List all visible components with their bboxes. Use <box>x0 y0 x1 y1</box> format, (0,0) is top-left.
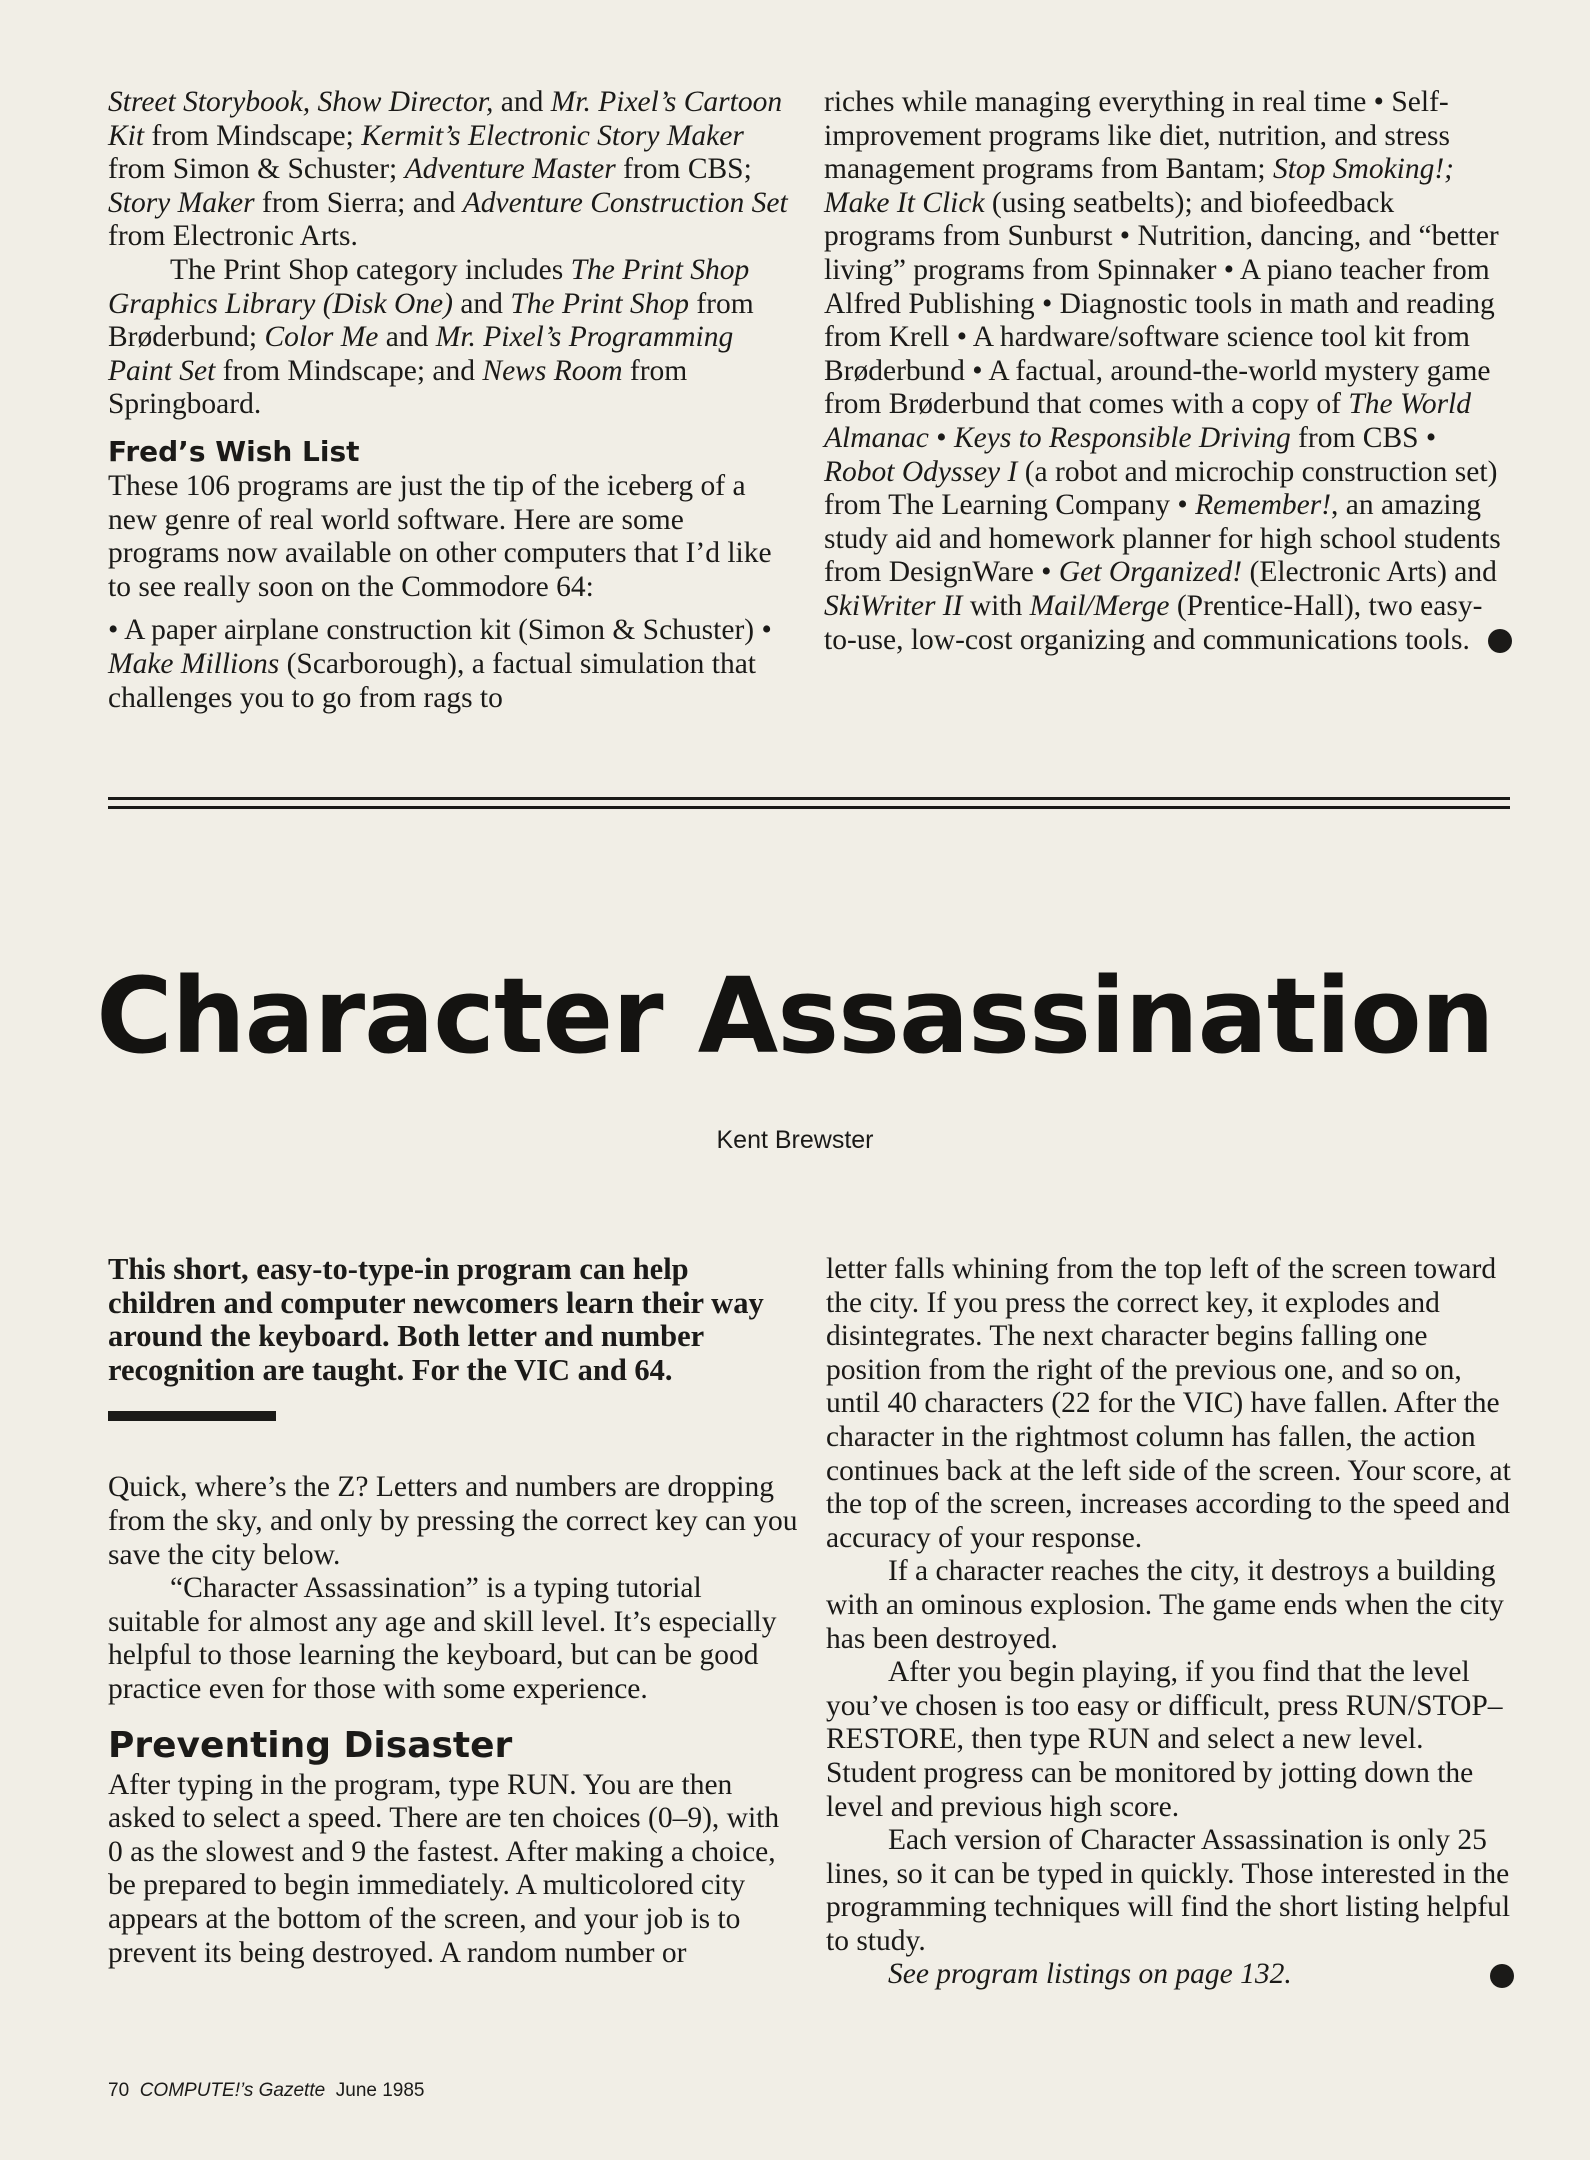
magazine-name: COMPUTE!’s Gazette <box>139 2080 326 2101</box>
section-rule-bottom <box>108 806 1510 809</box>
page-number: 70 <box>108 2080 130 2101</box>
top-right-column <box>824 86 1512 656</box>
article-right-para-3: After you begin playing, if you find that the level you’ve chosen is too easy or difficult, press RUN/STOP–RESTORE, then type RUN and select a new level. Student progress can be monitored by jotting down the level and previous high score. <box>826 1656 1503 1823</box>
see-listing-text: See program listings on page 132. <box>888 1958 1292 1991</box>
article-subhead: Preventing Disaster <box>108 1724 513 1766</box>
top-left-para-2: The Print Shop category includes The Print Shop Graphics Library (Disk One) and The Print Shop from Brøderbund; Color Me and Mr. Pixel’s Programming Paint Set from Mindscape; and News Room from Springboard. <box>108 253 754 421</box>
top-right-para: riches while managing everything in real time • Self-improvement programs like diet, nutrition, and stress management programs from Bantam; Stop Smoking!; Make It Click (using seatbelts); and biofeedback programs from Sunburst • Nutrition, dancing, and “better living” programs from Spinnaker • A piano teacher from Alfred Publishing • Diagnostic tools in math and reading from Krell • A hardware/software science tool kit from Brøderbund • A factual, around-the-world mystery game from Brøderbund that comes with a copy of The World Almanac • Keys to Responsible Driving from CBS • Robot Odyssey I (a robot and microchip construction set) from The Learning Company • Remember!, an amazing study aid and homework planner for high school students from DesignWare • Get Organized! (Electronic Arts) and SkiWriter II with Mail/Merge (Prentice-Hall), two easy-to-use, low-cost organizing and communications tools. <box>824 86 1501 656</box>
wishlist-items: • A paper airplane construction kit (Simon & Schuster) • Make Millions (Scarborough), a factual simulation that challenges you to go from rags to <box>108 614 772 714</box>
lead-divider-bar <box>108 1411 276 1421</box>
top-left-column <box>108 86 798 715</box>
top-left-para-1: Street Storybook, Show Director, and Mr. Pixel’s Cartoon Kit from Mindscape; Kermit’s Electronic Story Maker from Simon & Schuster; Adventure Master from CBS; Story Maker from Sierra; and Adventure Construction Set from Electronic Arts. <box>108 86 788 253</box>
article-right-para-4: Each version of Character Assassination is only 25 lines, so it can be typed in quickly. Those interested in the programming techniques will find the short listing helpful to study. <box>826 1824 1511 1957</box>
article-right-column <box>826 1253 1514 1992</box>
article-lead: This short, easy-to-type-in program can help children and computer newcomers learn their way around the keyboard. Both letter and number recognition are taught. For the VIC and 64. <box>108 1252 764 1387</box>
wishlist-para: These 106 programs are just the tip of the iceberg of a new genre of real world software. Here are some programs now available on other computers that I’d like to see really soon on the Commodore 64: <box>108 469 772 603</box>
see-listing-line <box>826 1958 1514 1992</box>
wishlist-heading: Fred’s Wish List <box>108 434 360 468</box>
article-left-column <box>108 1253 798 1970</box>
article-para-3: After typing in the program, type RUN. You are then asked to select a speed. There are ten choices (0–9), with 0 as the slowest and 9 the fastest. After making a choice, be prepared to begin immediately. A multicolored city appears at the bottom of the screen, and your job is to prevent its being destroyed. A random number or <box>108 1768 780 1969</box>
page-footer <box>108 2080 425 2102</box>
article-right-para-1: letter falls whining from the top left of the screen toward the city. If you press the correct key, it explodes and disintegrates. The next character begins falling one position from the right of the previous one, and so on, until 40 characters (22 for the VIC) have fallen. After the character in the rightmost column has fallen, the action continues back at the left side of the screen. Your score, at the top of the screen, increases according to the speed and accuracy of your response. <box>826 1253 1511 1554</box>
article-byline: Kent Brewster <box>716 1126 874 1154</box>
end-mark-icon <box>1488 629 1512 653</box>
article-para-2: “Character Assassination” is a typing tutorial suitable for almost any age and skill level. It’s especially helpful to those learning the keyboard, but can be good practice even for those with some experience. <box>108 1572 777 1705</box>
article-title: Character Assassination <box>96 955 1494 1077</box>
section-rule-top <box>108 797 1510 800</box>
article-para-1: Quick, where’s the Z? Letters and numbers are dropping from the sky, and only by pressing the correct key can you save the city below. <box>108 1471 798 1571</box>
end-mark-icon-2 <box>1490 1964 1514 1988</box>
article-right-para-2: If a character reaches the city, it destroys a building with an ominous explosion. The game ends when the city has been destroyed. <box>826 1555 1504 1655</box>
issue-date: June 1985 <box>335 2080 425 2101</box>
